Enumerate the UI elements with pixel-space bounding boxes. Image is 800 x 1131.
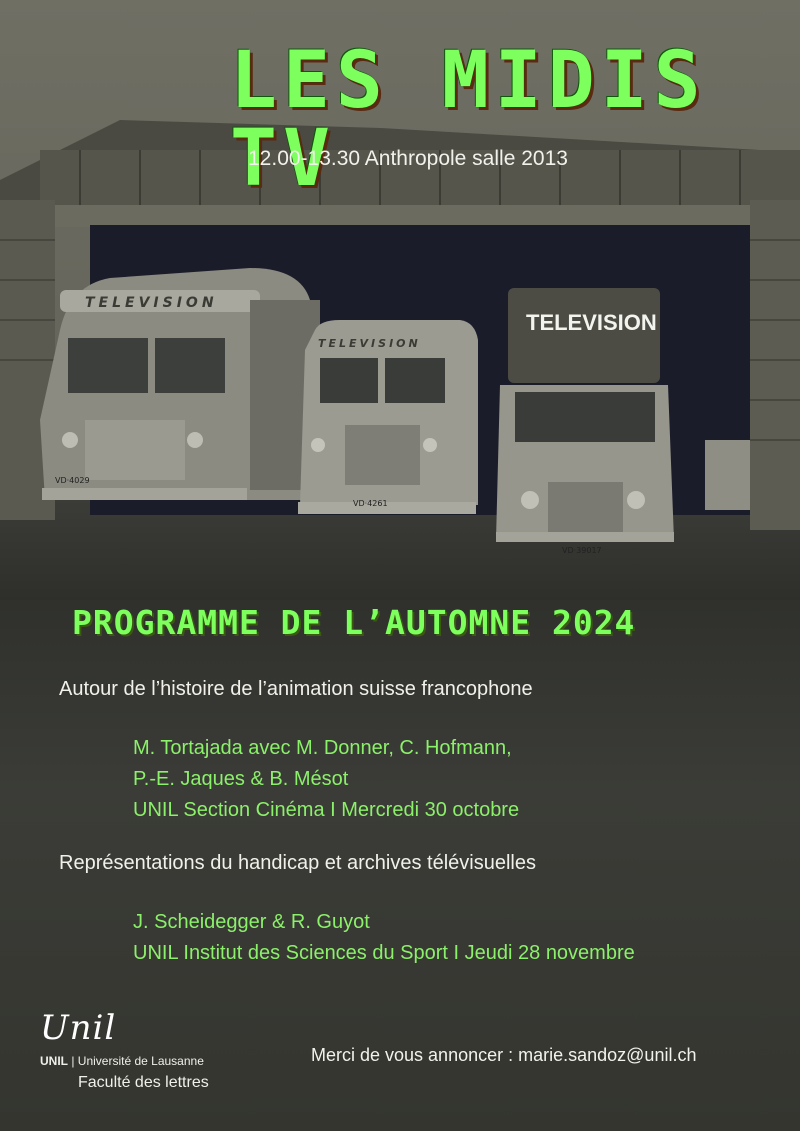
session-2-venue-date: UNIL Institut des Sciences du Sport I Jeudi 28 novembre — [133, 942, 635, 964]
session-2-topic: Représentations du handicap et archives télévisuelles — [59, 852, 536, 874]
session-1-speakers — [133, 733, 519, 826]
session-2-speakers — [133, 907, 635, 969]
faculty-name: Faculté des lettres — [78, 1074, 209, 1091]
session-1-venue-date: UNIL Section Cinéma I Mercredi 30 octobre — [133, 799, 520, 821]
university-name: | Université de Lausanne — [71, 1054, 204, 1068]
poster-title: LES MIDIS TV — [230, 36, 707, 204]
van-plate-1: VD·4029 — [55, 476, 90, 485]
van-sign-1: TELEVISION — [85, 295, 218, 311]
session-1-topic: Autour de l’histoire de l’animation suisse francophone — [59, 678, 533, 700]
van-sign-2: TELEVISION — [318, 337, 421, 350]
university-abbr: UNIL — [40, 1054, 68, 1068]
unil-signature: Unil — [40, 1008, 117, 1048]
van-plate-3: VD·39017 — [562, 546, 602, 555]
university-line — [40, 1054, 209, 1068]
time-and-room: 12.00-13.30 Anthropole salle 2013 — [248, 147, 568, 170]
wooden-box — [705, 440, 750, 510]
contact-line: Merci de vous annoncer : marie.sandoz@unil.ch — [311, 1045, 697, 1065]
unil-logo — [40, 1008, 209, 1092]
session-1-speakers-line2: P.-E. Jaques & B. Mésot — [133, 768, 349, 790]
session-2-speakers-line1: J. Scheidegger & R. Guyot — [133, 911, 370, 933]
van-sign-3: TELEVISION — [526, 310, 657, 335]
program-title: PROGRAMME DE L’AUTOMNE 2024 — [72, 603, 636, 642]
van-plate-2: VD·4261 — [353, 499, 388, 508]
session-1-speakers-line1: M. Tortajada avec M. Donner, C. Hofmann, — [133, 737, 512, 759]
